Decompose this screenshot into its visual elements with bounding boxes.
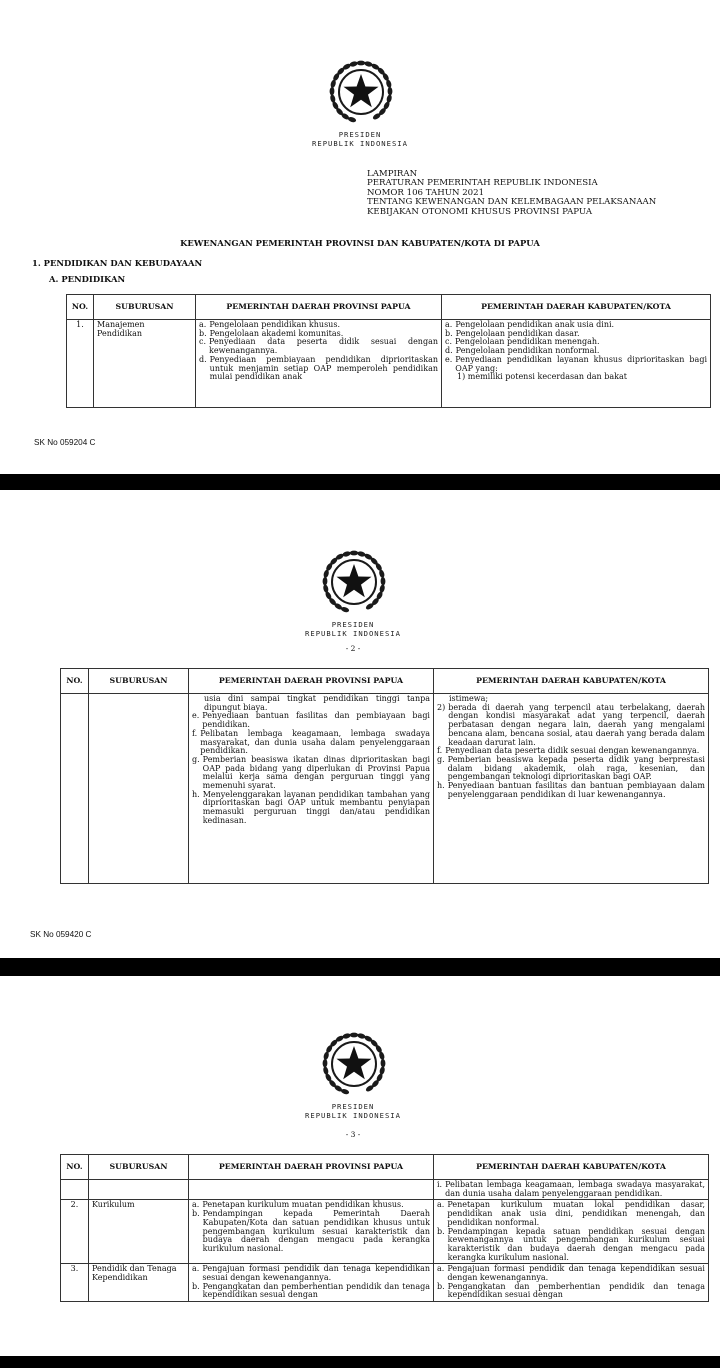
republik-label: REPUBLIK INDONESIA [305,1111,401,1120]
kabupaten-cell [434,1200,709,1264]
table-row [67,320,711,408]
presiden-label: PRESIDEN [338,130,382,139]
item-marker: b. [192,1281,200,1291]
item-marker: a. [437,1264,445,1274]
table-header-row [61,1155,709,1180]
list-item [192,712,430,729]
suburusan-cell [89,694,189,884]
presiden-header [283,1102,423,1120]
item-text: Pengangkatan dan pemberhentian pendidik dan tenaga kependidikan sesuai dengan [447,1281,705,1300]
item-text: Penetapan kurikulum muatan lokal pendidikan dasar, pendidikan anak usia dini, pendidikan menengah, dan pendidikan nonformal. [447,1200,705,1227]
item-marker: h. [192,789,200,799]
col-header-no: NO. [67,295,94,320]
col-header-kabupaten: PEMERINTAH DAERAH KABUPATEN/KOTA [434,1155,709,1180]
list-item [445,356,707,373]
row-number [61,694,89,884]
republik-label: REPUBLIK INDONESIA [305,629,401,638]
authority-table [66,294,711,408]
list-item [192,1210,430,1254]
item-text: Penyediaan data peserta didik sesuai dengan kewenangannya. [445,746,700,756]
garuda-star-emblem-icon [318,546,390,618]
list-item [199,356,438,382]
lampiran-line: NOMOR 106 TAHUN 2021 [367,187,485,198]
row-number [61,1180,89,1200]
item-marker: d. [199,354,207,364]
section-heading: 1. PENDIDIKAN DAN KEBUDAYAAN [32,258,203,268]
item-text: Penyediaan pendidikan layanan khusus diprioritaskan bagi OAP yang: [455,354,707,373]
item-text: Menyelenggarakan layanan pendidikan tambahan yang diprioritaskan bagi OAP untuk membantu penyiapan memasuki perguruan tinggi dan/atau pendidikan kedinasan. [202,789,430,825]
garuda-star-emblem-icon [318,1028,390,1100]
document-page-2 [0,490,720,958]
item-marker: b. [445,328,453,338]
document-title: KEWENANGAN PEMERINTAH PROVINSI DAN KABUPATEN/KOTA DI PAPUA [180,238,540,248]
table-row [61,1200,709,1264]
republik-label: REPUBLIK INDONESIA [312,139,408,148]
presiden-header [290,130,430,148]
item-text: Pengangkatan dan pemberhentian pendidik dan tenaga kependidikan sesuai dengan [202,1281,430,1300]
item-text: Pendampingan kepada satuan pendidikan sesuai dengan kewenangannya untuk pengembangan kurikulum sesuai karakteristik dan budaya daerah dengan mengacu pada kerangka kurikulum nasional. [447,1226,705,1262]
provinsi-cell [196,320,442,408]
document-page-1 [0,0,720,474]
lampiran-line: PERATURAN PEMERINTAH REPUBLIK INDONESIA [367,178,598,189]
provinsi-cell [189,1264,434,1302]
item-text: istimewa; [449,694,489,703]
item-marker: i. [437,1180,443,1189]
sk-number: SK No 059420 C [30,930,92,939]
item-marker: a. [199,320,207,329]
kabupaten-cell [434,1264,709,1302]
item-text: Pengajuan formasi pendidik dan tenaga kependidikan sesuai dengan kewenangannya. [202,1264,430,1283]
list-item [437,1201,705,1227]
item-marker: g. [192,754,200,764]
suburusan-cell: Kurikulum [89,1200,189,1264]
table-header-row [61,669,709,694]
provinsi-cell [189,694,434,884]
table-row [61,1264,709,1302]
item-text: 1) memiliki potensi kecerdasan dan bakat [457,372,627,382]
item-text: Pengelolaan akademi komunitas. [209,328,344,338]
item-marker: d. [445,346,453,356]
sk-number: SK No 059204 C [34,438,96,447]
kabupaten-cell [434,694,709,884]
kabupaten-cell [434,1180,709,1200]
table-header-row [67,295,711,320]
page-number: - 2 - [345,644,361,653]
item-text: Penetapan kurikulum muatan pendidikan khusus. [202,1200,404,1210]
row-number: 2. [61,1200,89,1264]
authority-table [60,668,709,884]
list-item [192,1283,430,1300]
list-item [437,704,705,748]
item-text: Penyediaan bantuan fasilitas dan bantuan pembiayaan dalam penyelenggaraan pendidikan di luar kewenangannya. [447,781,705,799]
suburusan-cell: Pendidik dan Tenaga Kependidikan [89,1264,189,1302]
col-header-provinsi: PEMERINTAH DAERAH PROVINSI PAPUA [196,295,442,320]
list-item [192,791,430,826]
presiden-header [283,620,423,638]
item-marker: e. [445,354,453,364]
lampiran-line: TENTANG KEWENANGAN DAN KELEMBAGAAN PELAKSANAAN [367,197,657,208]
item-marker: 2) [437,702,446,712]
col-header-suburusan: SUBURUSAN [89,669,189,694]
item-text: Pengelolaan pendidikan menengah. [455,337,600,347]
item-marker: e. [192,711,200,721]
item-marker: a. [437,1200,445,1210]
item-text: Penyediaan data peserta didik sesuai dengan kewenangannya. [209,337,438,356]
list-item [192,756,430,791]
suburusan-cell: Manajemen Pendidikan [94,320,196,408]
list-item [437,1181,705,1198]
item-text: Penyediaan pembiayaan pendidikan diprioritaskan untuk menjamin setiap OAP memperoleh pendidikan mulai pendidikan anak [209,354,438,382]
item-marker: b. [437,1226,445,1236]
garuda-star-emblem-icon [325,56,397,128]
item-text: usia dini sampai tingkat pendidikan tinggi tanpa dipungut biaya. [204,694,430,712]
list-item [437,1283,705,1300]
list-item [437,1228,705,1263]
col-header-kabupaten: PEMERINTAH DAERAH KABUPATEN/KOTA [442,295,711,320]
list-item [192,695,430,712]
document-page-3 [0,976,720,1356]
item-text: Pengajuan formasi pendidik dan tenaga kependidikan sesuai dengan kewenangannya. [447,1264,705,1283]
provinsi-cell [189,1200,434,1264]
row-number: 1. [67,320,94,408]
item-text: Pengelolaan pendidikan nonformal. [455,346,600,356]
item-marker: g. [437,754,445,764]
item-marker: a. [192,1200,200,1210]
item-marker: c. [445,337,453,347]
item-marker: f. [192,728,198,738]
item-marker: b. [437,1281,445,1291]
lampiran-line: LAMPIRAN [367,169,418,179]
list-item [199,338,438,355]
col-header-provinsi: PEMERINTAH DAERAH PROVINSI PAPUA [189,669,434,694]
suburusan-cell [89,1180,189,1200]
list-item [437,782,705,799]
item-marker: c. [199,337,207,347]
item-marker: b. [192,1209,200,1219]
item-marker: a. [192,1264,200,1274]
item-marker: f. [437,746,443,756]
subsection-heading: A. PENDIDIKAN [49,274,126,284]
item-marker: a. [445,320,453,329]
col-header-suburusan: SUBURUSAN [89,1155,189,1180]
list-item [445,373,707,382]
col-header-no: NO. [61,1155,89,1180]
col-header-suburusan: SUBURUSAN [94,295,196,320]
kabupaten-cell [442,320,711,408]
list-item [437,1265,705,1282]
row-number: 3. [61,1264,89,1302]
item-text: Penyediaan bantuan fasilitas dan pembiayaan bagi pendidikan. [202,711,430,730]
table-row [61,694,709,884]
item-marker: h. [437,781,445,791]
presiden-label: PRESIDEN [331,1102,375,1111]
col-header-kabupaten: PEMERINTAH DAERAH KABUPATEN/KOTA [434,669,709,694]
provinsi-cell [189,1180,434,1200]
page-number: - 3 - [345,1130,361,1139]
item-text: Pengelolaan pendidikan khusus. [209,320,340,329]
item-text: Pelibatan lembaga keagamaan, lembaga swadaya masyarakat, dan dunia usaha dalam penyelenggaraan pendidikan. [445,1180,705,1198]
item-text: berada di daerah yang terpencil atau terbelakang, daerah dengan kondisi masyarakat adat yang terpencil, daerah perbatasan dengan negara lain, daerah yang mengalami bencana alam, bencana sosial, atau daerah yang berada dalam keadaan darurat lain. [448,702,705,747]
list-item [437,756,705,782]
item-text: Pendampingan kepada Pemerintah Daerah Kabupaten/Kota dan satuan pendidikan khusus untuk pengembangan kurikulum sesuai karakteristik dan budaya daerah dengan mengacu pada kerangka kurikulum nasional. [202,1209,430,1253]
item-text: Pelibatan lembaga keagamaan, lembaga swadaya masyarakat, dan dunia usaha dalam penyelenggaraan pendidikan. [200,728,430,756]
item-text: Pengelolaan pendidikan dasar. [455,328,580,338]
col-header-no: NO. [61,669,89,694]
list-item [192,1265,430,1282]
col-header-provinsi: PEMERINTAH DAERAH PROVINSI PAPUA [189,1155,434,1180]
authority-table [60,1154,709,1302]
list-item [192,730,430,756]
item-text: Pemberian beasiswa ikatan dinas diprioritaskan bagi OAP pada bidang yang diperlukan di Provinsi Papua melalui kerja sama dengan perguruan tinggi yang memenuhi syarat. [202,754,430,791]
item-text: Pengelolaan pendidikan anak usia dini. [455,320,615,329]
item-text: Pemberian beasiswa kepada peserta didik yang berprestasi dalam bidang akademik, olah raga, kesenian, dan pengembangan teknologi diprioritaskan bagi OAP. [447,754,705,782]
presiden-label: PRESIDEN [331,620,375,629]
lampiran-block [367,170,656,217]
item-marker: b. [199,328,207,338]
table-row [61,1180,709,1200]
lampiran-line: KEBIJAKAN OTONOMI KHUSUS PROVINSI PAPUA [367,206,593,217]
